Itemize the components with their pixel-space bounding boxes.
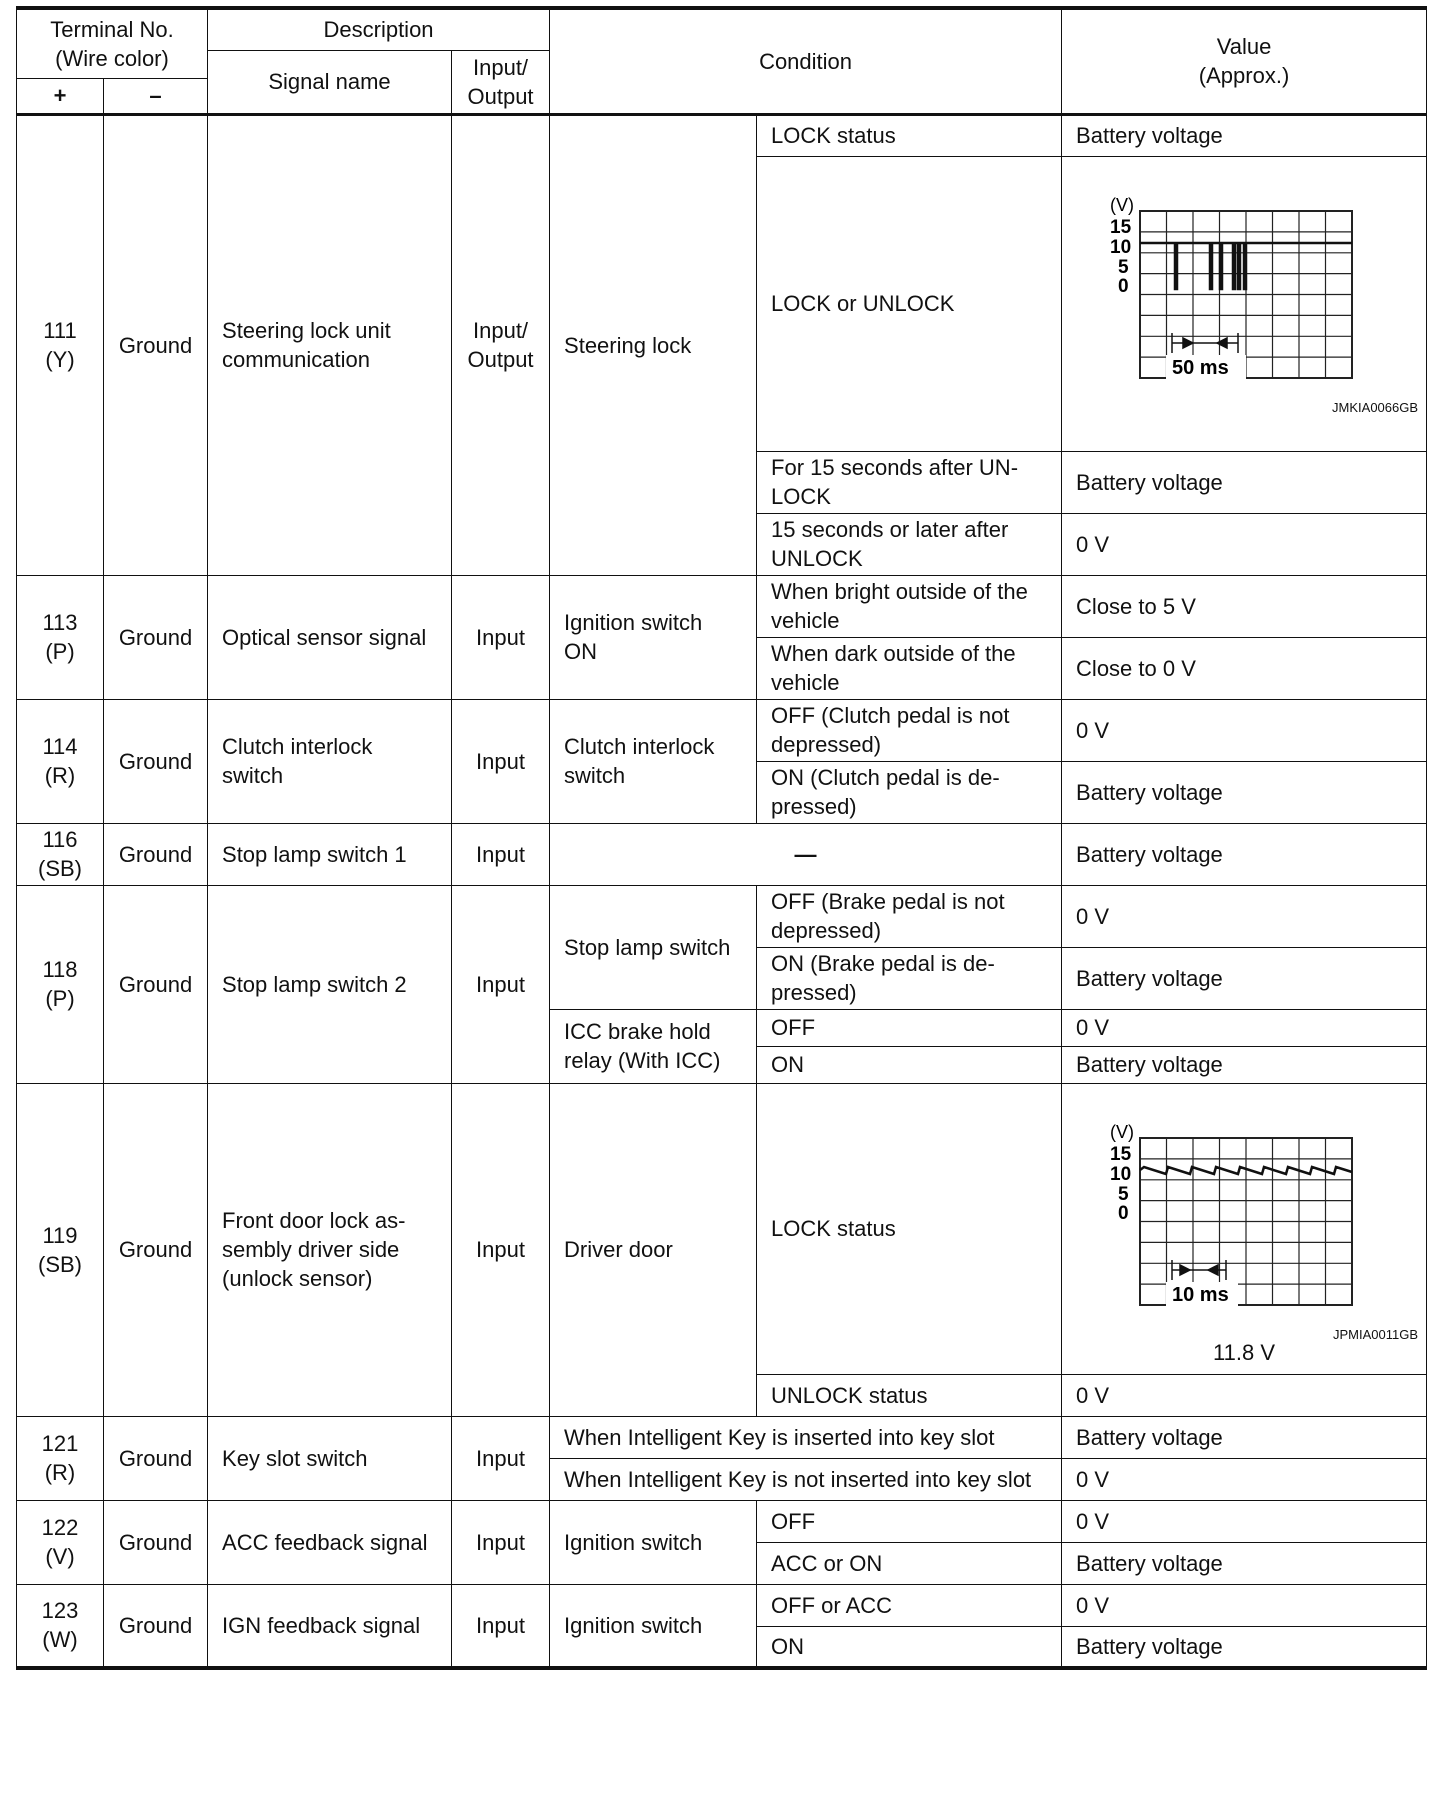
table-row xyxy=(17,1416,1427,1458)
condition-main xyxy=(550,699,757,823)
wave-unit-label: (V) xyxy=(1110,1121,1135,1142)
table-row xyxy=(17,699,1427,761)
waveform-111 xyxy=(1062,157,1426,451)
condition-main: Ignition switch xyxy=(550,1500,757,1584)
value: 0 V xyxy=(1062,885,1427,947)
condition-line: vehicle xyxy=(771,608,840,633)
terminal-minus: Ground xyxy=(104,699,208,823)
terminal-plus xyxy=(17,1416,104,1500)
condition-main xyxy=(550,1009,757,1083)
condition-line: Clutch interlock xyxy=(564,734,715,759)
condition-line: OFF (Clutch pedal is not xyxy=(771,703,1010,728)
header-value-label: Value xyxy=(1216,34,1272,60)
condition-line: relay (With ICC) xyxy=(564,1048,721,1073)
signal-name: ACC feedback signal xyxy=(208,1500,452,1584)
value: 0 V xyxy=(1062,1500,1427,1542)
wave-trace-111 xyxy=(1140,243,1352,289)
signal-name-line: switch xyxy=(222,763,284,788)
header-condition: Condition xyxy=(550,8,1062,114)
value: Battery voltage xyxy=(1062,1046,1427,1083)
wire-color: (P) xyxy=(45,639,75,664)
wire-color: (R) xyxy=(44,1460,76,1485)
input-output: Input xyxy=(452,1500,550,1584)
wire-color: (V) xyxy=(45,1544,75,1569)
signal-name: Optical sensor signal xyxy=(208,575,452,699)
value: 0 V xyxy=(1062,1458,1427,1500)
value: Battery voltage xyxy=(1062,1416,1427,1458)
signal-name xyxy=(208,114,452,575)
waveform-119 xyxy=(1062,1084,1426,1374)
condition-sub: OFF xyxy=(757,1500,1062,1542)
table-row xyxy=(17,1500,1427,1542)
terminal-plus xyxy=(17,575,104,699)
terminal-number: 118 xyxy=(42,957,78,982)
condition-main: — xyxy=(550,823,1062,885)
terminal-number: 113 xyxy=(42,610,78,635)
condition-sub: UNLOCK status xyxy=(757,1374,1062,1416)
header-approx-label: (Approx.) xyxy=(1198,63,1290,89)
header-io-line-2: Output xyxy=(467,83,534,109)
wire-color: (R) xyxy=(44,763,76,788)
waveform-119-svg xyxy=(1062,1084,1422,1324)
table-row xyxy=(17,1584,1427,1626)
table-row xyxy=(17,1083,1427,1374)
input-output: Input xyxy=(452,885,550,1083)
terminal-table-container xyxy=(16,6,1426,1670)
wave-y5-label: 5 xyxy=(1118,1183,1129,1205)
condition-line: When bright outside of the xyxy=(771,579,1028,604)
condition-sub xyxy=(757,575,1062,637)
terminal-minus: Ground xyxy=(104,1584,208,1668)
header-terminal-no xyxy=(17,8,208,78)
wave-y15-label: 15 xyxy=(1110,216,1132,238)
value: Battery voltage xyxy=(1062,451,1427,513)
value: 11.8 V xyxy=(1213,1339,1276,1365)
condition-line: LOCK xyxy=(771,484,831,509)
wave-time-label: 50 ms xyxy=(1172,356,1229,379)
condition-line: pressed) xyxy=(771,794,857,819)
value: Battery voltage xyxy=(1062,761,1427,823)
condition-sub xyxy=(757,451,1062,513)
condition-line: Ignition switch xyxy=(564,610,703,635)
input-output: Input xyxy=(452,575,550,699)
waveform-cell xyxy=(1062,1083,1427,1374)
condition-main xyxy=(550,575,757,699)
wave-y10-label: 10 xyxy=(1110,236,1132,258)
wire-color: (SB) xyxy=(38,856,82,881)
condition-line: pressed) xyxy=(771,980,857,1005)
condition-line: depressed) xyxy=(771,918,882,943)
terminal-number: 114 xyxy=(42,734,78,759)
signal-name-line: communication xyxy=(222,347,370,372)
io-line: Input/ xyxy=(473,318,529,343)
condition-sub xyxy=(757,637,1062,699)
condition-sub: LOCK status xyxy=(757,114,1062,156)
condition-line: ON xyxy=(564,639,598,664)
header-input-output xyxy=(452,50,550,114)
wave-y0-label: 0 xyxy=(1118,275,1129,297)
condition-line: For 15 seconds after UN- xyxy=(771,455,1019,480)
table-row xyxy=(17,823,1427,885)
wire-color: (Y) xyxy=(45,347,75,372)
signal-name-line: Steering lock unit xyxy=(222,318,391,343)
condition-line: 15 seconds or later after xyxy=(771,517,1009,542)
wave-figure-code: JPMIA0011GB xyxy=(1333,1326,1419,1342)
condition-sub: OFF xyxy=(757,1009,1062,1046)
condition-sub xyxy=(757,513,1062,575)
input-output: Input xyxy=(452,1416,550,1500)
table-row xyxy=(17,575,1427,637)
signal-name: Key slot switch xyxy=(208,1416,452,1500)
input-output xyxy=(452,114,550,575)
header-minus: – xyxy=(104,78,208,114)
value: 0 V xyxy=(1062,1009,1427,1046)
signal-name-line: Front door lock as- xyxy=(222,1208,406,1233)
input-output: Input xyxy=(452,1083,550,1416)
terminal-minus: Ground xyxy=(104,1416,208,1500)
condition-sub: When Intelligent Key is not inserted into key slot xyxy=(550,1458,1062,1500)
terminal-minus: Ground xyxy=(104,114,208,575)
terminal-plus xyxy=(17,699,104,823)
header-terminal-no-label: Terminal No. xyxy=(50,16,174,42)
waveform-cell xyxy=(1062,156,1427,451)
wire-color: (P) xyxy=(45,986,75,1011)
signal-name xyxy=(208,699,452,823)
value: 0 V xyxy=(1062,1584,1427,1626)
condition-main: Stop lamp switch xyxy=(550,885,757,1009)
signal-name-line: sembly driver side xyxy=(222,1237,400,1262)
condition-line: vehicle xyxy=(771,670,840,695)
header-signal-name: Signal name xyxy=(208,50,452,114)
wave-y10-label: 10 xyxy=(1110,1163,1132,1185)
terminal-plus xyxy=(17,1500,104,1584)
condition-line: switch xyxy=(564,763,626,788)
condition-main: Ignition switch xyxy=(550,1584,757,1668)
input-output: Input xyxy=(452,823,550,885)
value: 0 V xyxy=(1062,513,1427,575)
header-wire-color-label: (Wire color) xyxy=(55,45,169,71)
wire-color: (W) xyxy=(42,1627,78,1653)
value: 0 V xyxy=(1062,699,1427,761)
condition-sub: OFF or ACC xyxy=(757,1584,1062,1626)
terminal-plus xyxy=(17,823,104,885)
value: Close to 0 V xyxy=(1062,637,1427,699)
header-plus: + xyxy=(17,78,104,114)
terminal-number: 116 xyxy=(42,827,78,852)
condition-line: ON (Clutch pedal is de- xyxy=(771,765,1000,790)
condition-sub xyxy=(757,947,1062,1009)
terminal-number: 121 xyxy=(41,1431,79,1456)
condition-line: depressed) xyxy=(771,732,882,757)
condition-line: ON (Brake pedal is de- xyxy=(771,951,995,976)
terminal-minus: Ground xyxy=(104,823,208,885)
value: Battery voltage xyxy=(1062,947,1427,1009)
condition-sub xyxy=(757,761,1062,823)
condition-line: UNLOCK xyxy=(771,546,863,571)
terminal-plus xyxy=(17,885,104,1083)
terminal-number: 122 xyxy=(41,1515,79,1540)
terminal-number: 119 xyxy=(42,1222,78,1248)
terminal-number: 123 xyxy=(41,1598,79,1624)
signal-name: Stop lamp switch 2 xyxy=(208,885,452,1083)
condition-line: OFF (Brake pedal is not xyxy=(771,889,1005,914)
terminal-number: 111 xyxy=(43,318,77,343)
condition-sub: LOCK status xyxy=(757,1083,1062,1374)
condition-sub: When Intelligent Key is inserted into key slot xyxy=(550,1416,1062,1458)
wave-y0-label: 0 xyxy=(1118,1202,1129,1224)
wave-unit-label: (V) xyxy=(1110,194,1135,215)
header-description: Description xyxy=(208,8,550,50)
wave-y15-label: 15 xyxy=(1110,1143,1132,1165)
condition-main: Driver door xyxy=(550,1083,757,1416)
header-io-line-1: Input/ xyxy=(473,54,529,80)
condition-sub: ACC or ON xyxy=(757,1542,1062,1584)
input-output: Input xyxy=(452,699,550,823)
wave-figure-code: JMKIA0066GB xyxy=(1332,399,1419,415)
condition-sub: LOCK or UNLOCK xyxy=(757,156,1062,451)
header-value xyxy=(1062,8,1427,114)
condition-line: When dark outside of the xyxy=(771,641,1016,666)
terminal-minus: Ground xyxy=(104,1083,208,1416)
terminal-minus: Ground xyxy=(104,1500,208,1584)
condition-sub xyxy=(757,885,1062,947)
value: 0 V xyxy=(1062,1374,1427,1416)
signal-name: Stop lamp switch 1 xyxy=(208,823,452,885)
wire-color: (SB) xyxy=(38,1251,82,1277)
signal-name-line: Clutch interlock xyxy=(222,734,373,759)
value: Battery voltage xyxy=(1062,114,1427,156)
table-row xyxy=(17,885,1427,947)
wave-time-label: 10 ms xyxy=(1172,1283,1229,1306)
input-output: Input xyxy=(452,1584,550,1668)
terminal-table xyxy=(16,6,1427,1670)
condition-main: Steering lock xyxy=(550,114,757,575)
terminal-minus: Ground xyxy=(104,885,208,1083)
signal-name xyxy=(208,1083,452,1416)
signal-name: IGN feedback signal xyxy=(208,1584,452,1668)
table-row xyxy=(17,114,1427,156)
value: Close to 5 V xyxy=(1062,575,1427,637)
value: Battery voltage xyxy=(1062,823,1427,885)
terminal-plus xyxy=(17,114,104,575)
condition-sub xyxy=(757,699,1062,761)
terminal-plus xyxy=(17,1584,104,1668)
io-line: Output xyxy=(467,347,534,372)
condition-sub: ON xyxy=(757,1626,1062,1668)
wave-y5-label: 5 xyxy=(1118,256,1129,278)
terminal-minus: Ground xyxy=(104,575,208,699)
value: Battery voltage xyxy=(1062,1542,1427,1584)
signal-name-line: (unlock sensor) xyxy=(222,1266,373,1291)
condition-line: ICC brake hold xyxy=(564,1019,711,1044)
value: Battery voltage xyxy=(1062,1626,1427,1668)
terminal-plus xyxy=(17,1083,104,1416)
condition-sub: ON xyxy=(757,1046,1062,1083)
header-row-1 xyxy=(17,8,1427,50)
